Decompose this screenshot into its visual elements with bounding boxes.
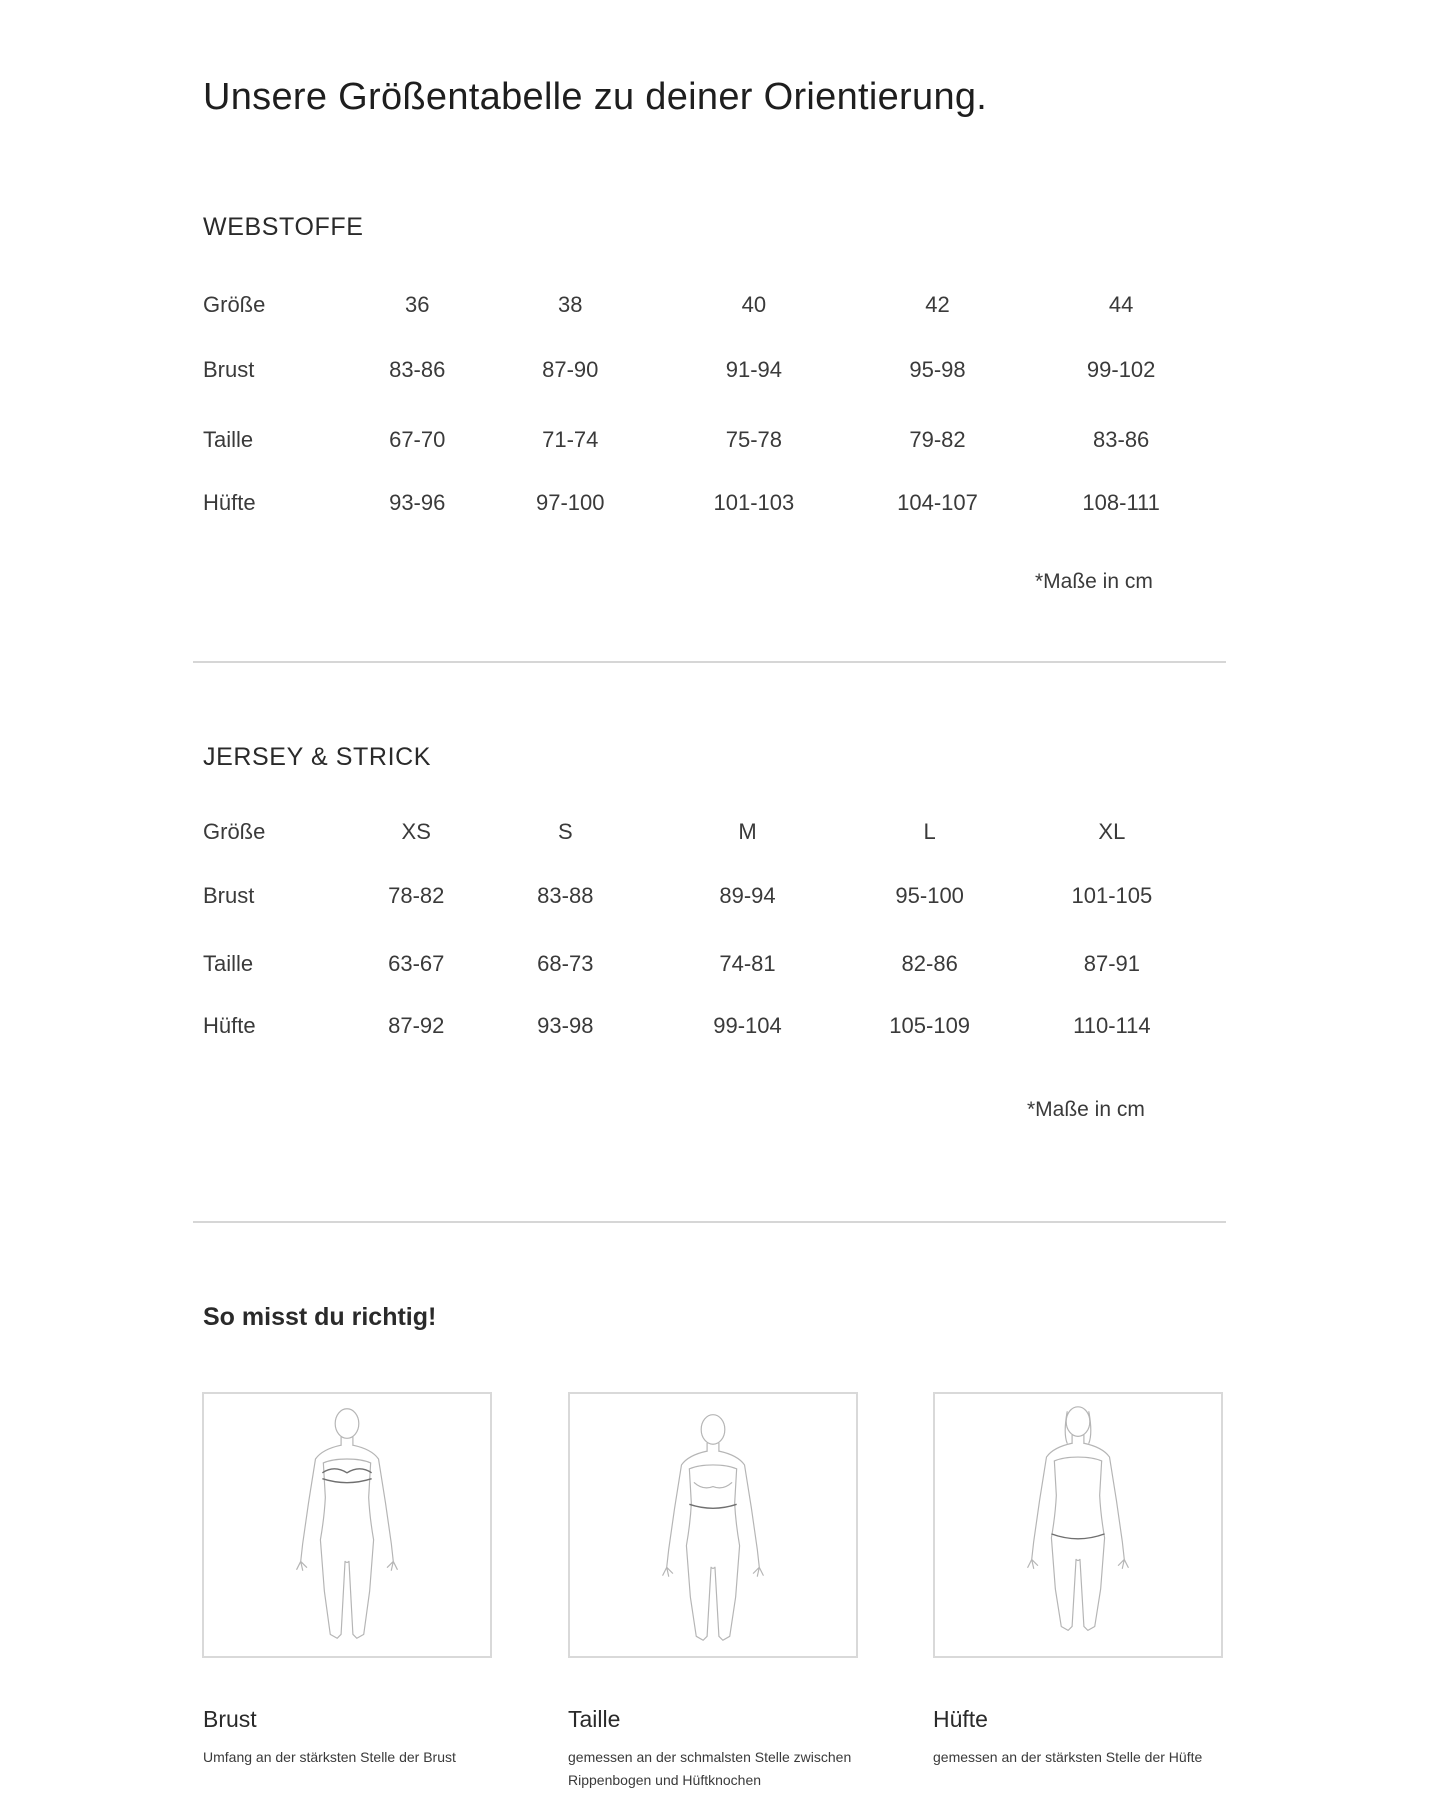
measure-card-brust — [202, 1392, 492, 1658]
body-chest-measure-icon — [204, 1394, 490, 1656]
howto-title-taille: Taille — [568, 1706, 621, 1732]
howto-description-brust: Umfang an der stärksten Stelle der Brust — [203, 1749, 456, 1765]
units-note: *Maße in cm — [1035, 570, 1153, 593]
table-cell: 78-82 — [388, 883, 445, 908]
divider — [193, 661, 1226, 663]
size-header: XS — [401, 819, 431, 844]
table-row — [203, 995, 1203, 1057]
table-cell: 97-100 — [535, 489, 605, 515]
table-cell: 95-100 — [895, 883, 964, 908]
howto-title-huefte: Hüfte — [933, 1706, 988, 1732]
table-cell: 87-92 — [388, 1013, 445, 1038]
row-label-brust: Brust — [203, 357, 255, 382]
measure-card-huefte — [933, 1392, 1223, 1658]
table-cell: 99-102 — [1086, 357, 1156, 382]
size-header-label: Größe — [203, 819, 266, 844]
table-cell: 74-81 — [719, 951, 776, 976]
table-cell: 93-98 — [537, 1013, 594, 1038]
table-cell: 82-86 — [901, 951, 958, 976]
table-cell: 95-98 — [909, 357, 966, 382]
table-cell: 87-90 — [542, 357, 599, 382]
table-cell: 108-111 — [1082, 489, 1160, 515]
table-cell: 79-82 — [909, 426, 966, 452]
size-header: 44 — [1108, 292, 1134, 317]
table-cell: 91-94 — [725, 357, 783, 382]
body-waist-measure-icon — [570, 1394, 856, 1656]
table-cell: 101-103 — [713, 489, 795, 515]
size-header: 36 — [404, 292, 430, 317]
size-header: 40 — [741, 292, 767, 317]
size-header: XL — [1098, 819, 1126, 844]
size-header: S — [557, 819, 573, 844]
table-cell: 83-86 — [1093, 426, 1150, 452]
section-title-webstoffe: WEBSTOFFE — [203, 213, 364, 241]
table-header-row — [203, 805, 1203, 859]
howto-title-brust: Brust — [203, 1706, 257, 1732]
table-cell: 68-73 — [537, 951, 594, 976]
table-cell: 87-91 — [1083, 951, 1141, 976]
size-table-jersey-strick — [203, 805, 1203, 1057]
size-header-label: Größe — [203, 292, 266, 317]
table-row — [203, 859, 1203, 933]
howto-description-taille: gemessen an der schmalsten Stelle zwischen Rippenbogen und Hüftknochen — [568, 1749, 852, 1788]
table-header-row — [203, 278, 1213, 332]
table-cell: 93-96 — [389, 489, 446, 515]
body-hip-measure-icon — [935, 1394, 1221, 1656]
table-cell: 83-86 — [389, 357, 446, 382]
table-cell: 110-114 — [1073, 1013, 1151, 1038]
table-row — [203, 471, 1213, 534]
table-cell: 75-78 — [725, 426, 783, 452]
table-cell: 89-94 — [719, 883, 776, 908]
row-label-huefte: Hüfte — [203, 489, 256, 515]
row-label-taille: Taille — [203, 426, 254, 452]
row-label-taille: Taille — [203, 951, 254, 976]
page-title: Unsere Größentabelle zu deiner Orientierung. — [203, 76, 988, 118]
row-label-brust: Brust — [203, 883, 255, 908]
divider — [193, 1221, 1226, 1223]
table-cell: 105-109 — [889, 1013, 971, 1038]
table-cell: 104-107 — [897, 489, 978, 515]
section-title-jersey-strick: JERSEY & STRICK — [203, 743, 432, 771]
table-row — [203, 933, 1203, 995]
howto-description-huefte: gemessen an der stärksten Stelle der Hüfte — [933, 1749, 1203, 1765]
measure-card-taille — [568, 1392, 858, 1658]
table-cell: 101-105 — [1071, 883, 1153, 908]
table-cell: 67-70 — [389, 426, 446, 452]
size-header: 42 — [925, 292, 950, 317]
table-cell: 71-74 — [542, 426, 599, 452]
howto-title: So misst du richtig! — [203, 1303, 437, 1331]
units-note: *Maße in cm — [1027, 1098, 1145, 1121]
table-row — [203, 332, 1213, 408]
table-cell: 63-67 — [388, 951, 445, 976]
size-table-webstoffe — [203, 278, 1213, 534]
table-cell: 99-104 — [713, 1013, 782, 1038]
size-header: 38 — [558, 292, 583, 317]
row-label-huefte: Hüfte — [203, 1013, 256, 1038]
table-cell: 83-88 — [537, 883, 594, 908]
table-row — [203, 408, 1213, 471]
size-header: M — [738, 819, 757, 844]
size-header: L — [923, 819, 936, 844]
